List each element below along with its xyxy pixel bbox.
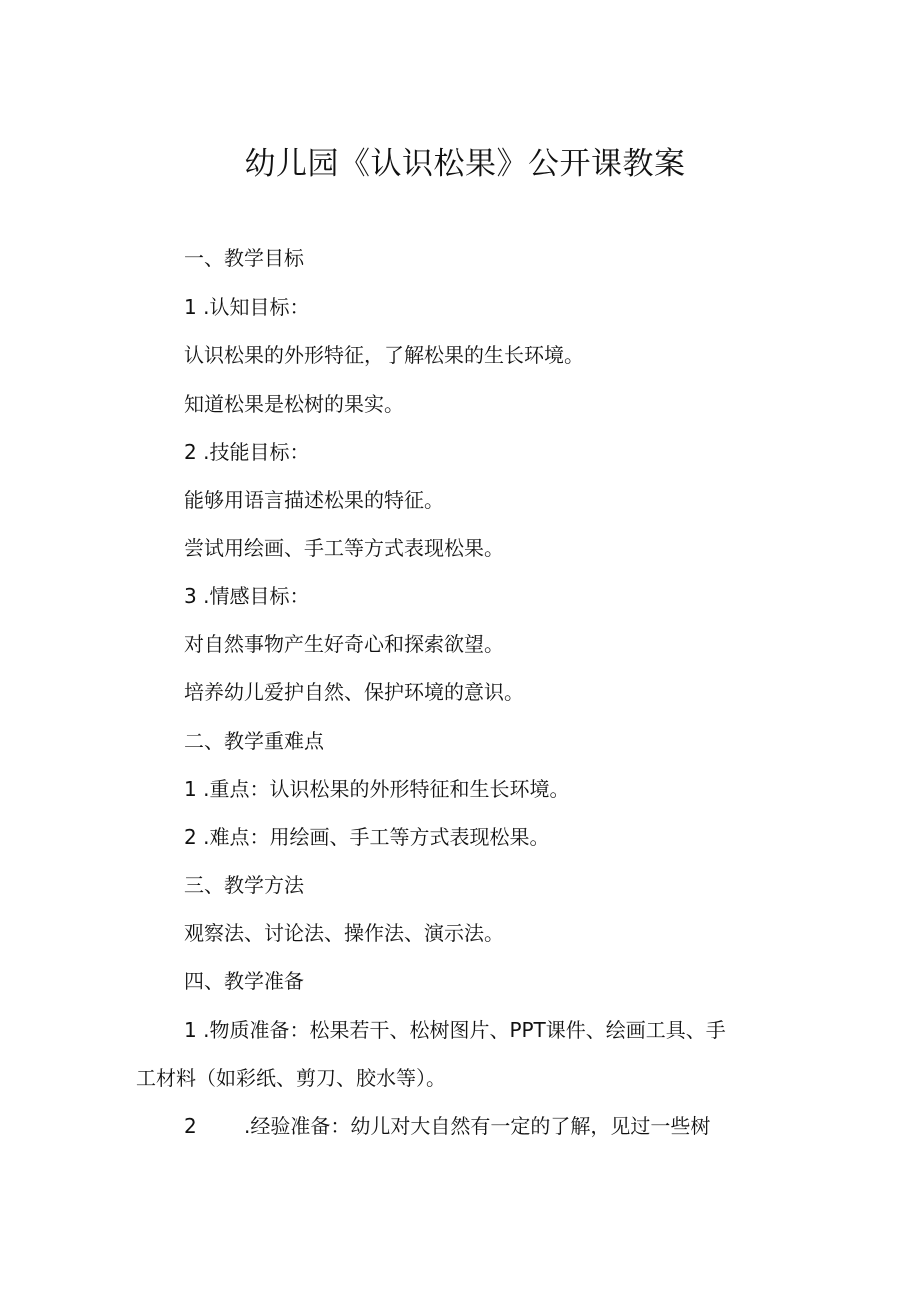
section-heading-teaching-methods: 三、教学方法 — [184, 873, 304, 897]
section-heading-teaching-goals: 一、教学目标 — [184, 246, 304, 270]
paragraph: .经验准备：幼儿对大自然有一定的了解，见过一些树 — [244, 1114, 711, 1138]
subheading-skill-goal: 2 .技能目标： — [184, 440, 310, 464]
paragraph: 培养幼儿爱护自然、保护环境的意识。 — [184, 680, 524, 704]
paragraph-continuation: 工材料（如彩纸、剪刀、胶水等）。 — [136, 1066, 446, 1090]
paragraph: 1 .物质准备：松果若干、松树图片、PPT课件、绘画工具、手 — [184, 1018, 726, 1042]
paragraph: 对自然事物产生好奇心和探索欲望。 — [184, 632, 504, 656]
document-title: 幼儿园《认识松果》公开课教案 — [244, 146, 686, 182]
paragraph: 观察法、讨论法、操作法、演示法。 — [184, 921, 504, 945]
paragraph: 能够用语言描述松果的特征。 — [184, 488, 444, 512]
section-heading-teaching-preparation: 四、教学准备 — [184, 969, 304, 993]
paragraph: 认识松果的外形特征，了解松果的生长环境。 — [184, 343, 584, 367]
paragraph: 尝试用绘画、手工等方式表现松果。 — [184, 536, 504, 560]
paragraph: 1 .重点：认识松果的外形特征和生长环境。 — [184, 777, 570, 801]
paragraph: 2 .难点：用绘画、手工等方式表现松果。 — [184, 825, 550, 849]
list-number: 2 — [184, 1114, 197, 1138]
section-heading-key-points: 二、教学重难点 — [184, 729, 324, 753]
subheading-cognitive-goal: 1 .认知目标： — [184, 295, 310, 319]
paragraph: 知道松果是松树的果实。 — [184, 392, 404, 416]
subheading-emotional-goal: 3 .情感目标： — [184, 584, 310, 608]
